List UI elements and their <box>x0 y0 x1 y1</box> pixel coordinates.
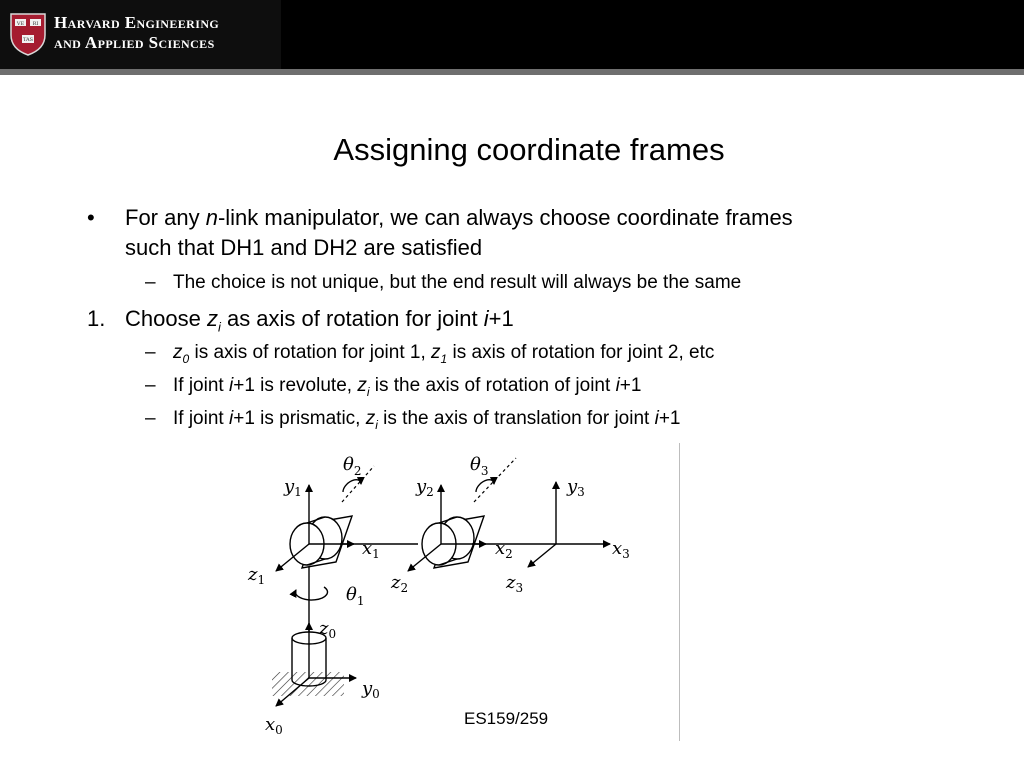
label-theta3: $\theta_3$ <box>470 454 489 478</box>
step-1 <box>125 304 514 342</box>
label-y3: $y_3$ <box>567 476 585 499</box>
slide-title: Assigning coordinate frames <box>333 132 725 167</box>
math-i: i <box>483 306 489 331</box>
text-run: If joint <box>173 408 229 429</box>
shield-letters-tas: TAS <box>22 37 34 43</box>
text-run: as axis of rotation for joint <box>220 306 484 331</box>
math-sub: 0 <box>182 351 190 366</box>
math-i: i <box>654 408 659 429</box>
theta1-rotation-arrow <box>295 587 327 600</box>
math-sub: i <box>375 417 378 432</box>
label-z1: $z_1$ <box>248 564 266 587</box>
text-run: +1 is prismatic, <box>233 408 366 429</box>
label-y0: $y_0$ <box>362 678 380 701</box>
label-theta2: $\theta_2$ <box>343 454 362 478</box>
joint-3-cylinder <box>422 516 484 568</box>
label-y1: $y_1$ <box>284 476 302 499</box>
step-1-sub-2 <box>173 373 641 405</box>
shield-letters-ri: RI <box>32 21 39 27</box>
math-sub: i <box>366 384 370 399</box>
theta3-rotation-arrow <box>476 480 494 492</box>
step-1-sub-1 <box>173 340 714 372</box>
bullet-marker: • <box>87 205 95 230</box>
brand-line-1: Harvard Engineering <box>54 13 220 32</box>
theta2-rotation-arrow <box>343 480 361 492</box>
text-run: +1 <box>619 375 642 396</box>
math-z: z <box>431 342 441 363</box>
label-x1: $x_1$ <box>362 538 380 561</box>
math-i: i <box>217 319 221 335</box>
label-z3: $z_3$ <box>506 572 524 595</box>
bullet-1-sub-1: The choice is not unique, but the end result will always be the same <box>173 272 742 293</box>
label-x2: $x_2$ <box>495 538 513 561</box>
vertical-divider <box>679 443 680 741</box>
course-footer: ES159/259 <box>464 709 549 728</box>
dash-marker: – <box>145 342 156 363</box>
text-run: For any <box>125 205 206 230</box>
brand-line-2: and Applied Sciences <box>54 33 215 52</box>
z3-axis <box>528 544 556 567</box>
label-x0: $x_0$ <box>265 714 283 737</box>
base-ground-hatch <box>272 672 344 696</box>
step-marker: 1. <box>87 306 106 331</box>
joint-2-cylinder <box>290 516 352 568</box>
text-run: is the axis of rotation of joint <box>369 375 616 396</box>
manipulator-frames-diagram <box>240 440 660 740</box>
label-theta1: $\theta_1$ <box>346 584 365 608</box>
shield-letters-ve: VE <box>16 21 25 27</box>
label-z2: $z_2$ <box>391 572 409 595</box>
dash-marker: – <box>145 375 156 396</box>
math-i: i <box>228 375 234 396</box>
dash-marker: – <box>145 408 156 429</box>
math-sub: 1 <box>440 351 448 366</box>
text-run: is axis of rotation for joint 2, etc <box>447 342 715 363</box>
dash-marker: – <box>145 272 156 293</box>
math-z: z <box>357 375 367 396</box>
math-i: i <box>228 408 234 429</box>
text-run: +1 is revolute, <box>233 375 358 396</box>
bullet-1-line-1 <box>125 203 793 233</box>
text-run: +1 <box>658 408 681 429</box>
text-run: is axis of rotation for joint 1, <box>189 342 432 363</box>
math-i: i <box>615 375 620 396</box>
label-x3: $x_3$ <box>612 538 630 561</box>
math-z: z <box>173 342 183 363</box>
math-n: n <box>205 205 218 230</box>
text-run: If joint <box>173 375 229 396</box>
step-1-sub-3 <box>173 406 681 438</box>
math-z: z <box>365 408 376 429</box>
math-z: z <box>206 306 218 331</box>
text-run: -link manipulator, we can always choose coordinate frames <box>217 205 793 230</box>
text-run: +1 <box>488 306 514 331</box>
label-y2: $y_2$ <box>416 476 434 499</box>
text-run: is the axis of translation for joint <box>377 408 655 429</box>
label-z0: $z_0$ <box>319 618 337 641</box>
bullet-1-line-2: such that DH1 and DH2 are satisfied <box>125 235 483 260</box>
text-run: Choose <box>125 306 207 331</box>
